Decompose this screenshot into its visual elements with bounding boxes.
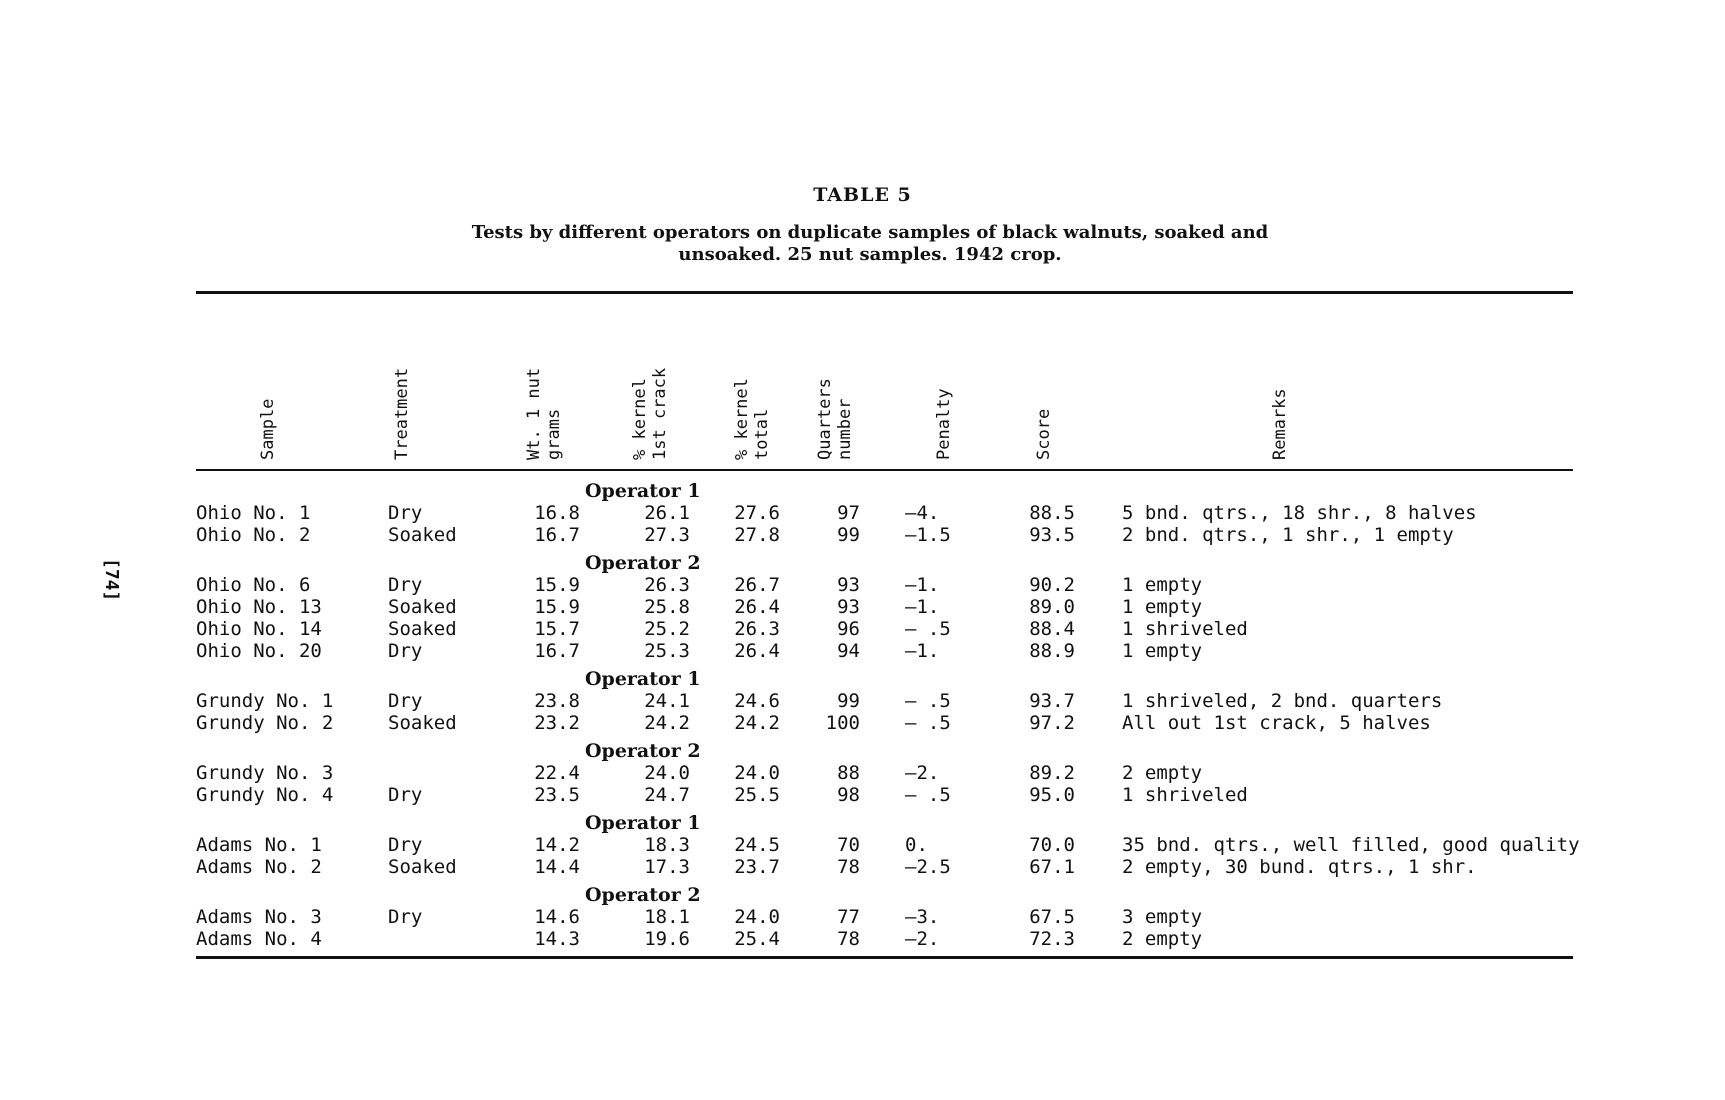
weight-cell: 14.2 (534, 834, 580, 856)
remarks-cell: 1 shriveled, 2 bnd. quarters (1122, 690, 1443, 712)
penalty-cell: — .5 (905, 618, 951, 640)
caption-line-1: Tests by different operators on duplicate samples of black walnuts, soaked and (471, 222, 1269, 243)
header-rule (196, 469, 1573, 471)
remarks-cell: 1 empty (1122, 596, 1203, 618)
score-cell: 67.1 (1029, 856, 1075, 878)
treatment-cell: Dry (388, 906, 423, 928)
sample-cell: Grundy No. 4 (196, 784, 334, 806)
remarks-cell: 1 shriveled (1122, 618, 1248, 640)
penalty-cell: —1. (905, 640, 940, 662)
sample-cell: Grundy No. 3 (196, 762, 334, 784)
remarks-cell: 1 empty (1122, 640, 1203, 662)
penalty-cell: —4. (905, 502, 940, 524)
remarks-cell: 1 shriveled (1122, 784, 1248, 806)
kernel-first-crack-cell: 17.3 (644, 856, 690, 878)
kernel-first-crack-cell: 25.3 (644, 640, 690, 662)
sample-cell: Adams No. 2 (196, 856, 322, 878)
quarters-cell: 77 (837, 906, 860, 928)
treatment-cell: Dry (388, 834, 423, 856)
penalty-cell: 0. (905, 834, 928, 856)
sample-cell: Adams No. 3 (196, 906, 322, 928)
penalty-cell: —3. (905, 906, 940, 928)
quarters-cell: 70 (837, 834, 860, 856)
score-cell: 70.0 (1029, 834, 1075, 856)
header-quarters: Quarters number (815, 378, 855, 460)
sample-cell: Ohio No. 20 (196, 640, 322, 662)
score-cell: 67.5 (1029, 906, 1075, 928)
weight-cell: 15.9 (534, 574, 580, 596)
treatment-cell: Dry (388, 690, 423, 712)
sample-cell: Ohio No. 14 (196, 618, 322, 640)
header-kernel-total: % kernel total (732, 378, 772, 460)
kernel-total-cell: 27.8 (734, 524, 780, 546)
weight-cell: 23.5 (534, 784, 580, 806)
kernel-total-cell: 24.2 (734, 712, 780, 734)
quarters-cell: 94 (837, 640, 860, 662)
operator-heading: Operator 1 (585, 480, 701, 502)
weight-cell: 22.4 (534, 762, 580, 784)
kernel-total-cell: 24.5 (734, 834, 780, 856)
treatment-cell: Dry (388, 574, 423, 596)
treatment-cell: Dry (388, 640, 423, 662)
quarters-cell: 93 (837, 574, 860, 596)
sample-cell: Grundy No. 1 (196, 690, 334, 712)
sample-cell: Ohio No. 2 (196, 524, 311, 546)
sample-cell: Ohio No. 1 (196, 502, 311, 524)
score-cell: 88.4 (1029, 618, 1075, 640)
quarters-cell: 88 (837, 762, 860, 784)
kernel-total-cell: 26.7 (734, 574, 780, 596)
penalty-cell: —2.5 (905, 856, 951, 878)
treatment-cell: Soaked (388, 856, 457, 878)
treatment-cell: Soaked (388, 712, 457, 734)
kernel-total-cell: 23.7 (734, 856, 780, 878)
penalty-cell: — .5 (905, 712, 951, 734)
kernel-first-crack-cell: 24.2 (644, 712, 690, 734)
remarks-cell: All out 1st crack, 5 halves (1122, 712, 1431, 734)
score-cell: 95.0 (1029, 784, 1075, 806)
remarks-cell: 35 bnd. qtrs., well filled, good quality (1122, 834, 1580, 856)
kernel-total-cell: 24.0 (734, 762, 780, 784)
weight-cell: 15.9 (534, 596, 580, 618)
kernel-first-crack-cell: 24.7 (644, 784, 690, 806)
remarks-cell: 3 empty (1122, 906, 1203, 928)
score-cell: 90.2 (1029, 574, 1075, 596)
sample-cell: Adams No. 1 (196, 834, 322, 856)
score-cell: 89.0 (1029, 596, 1075, 618)
score-cell: 72.3 (1029, 928, 1075, 950)
treatment-cell: Dry (388, 502, 423, 524)
remarks-cell: 2 bnd. qtrs., 1 shr., 1 empty (1122, 524, 1454, 546)
operator-heading: Operator 1 (585, 668, 701, 690)
kernel-first-crack-cell: 24.0 (644, 762, 690, 784)
penalty-cell: —2. (905, 928, 940, 950)
quarters-cell: 97 (837, 502, 860, 524)
kernel-first-crack-cell: 25.2 (644, 618, 690, 640)
page-number: [74] (101, 558, 122, 602)
kernel-total-cell: 26.3 (734, 618, 780, 640)
operator-heading: Operator 2 (585, 552, 701, 574)
treatment-cell: Dry (388, 784, 423, 806)
sample-cell: Ohio No. 13 (196, 596, 322, 618)
quarters-cell: 99 (837, 524, 860, 546)
kernel-total-cell: 26.4 (734, 640, 780, 662)
penalty-cell: —1. (905, 574, 940, 596)
score-cell: 88.5 (1029, 502, 1075, 524)
operator-heading: Operator 1 (585, 812, 701, 834)
caption-line-2: unsoaked. 25 nut samples. 1942 crop. (678, 244, 1062, 265)
quarters-cell: 99 (837, 690, 860, 712)
header-treatment: Treatment (392, 367, 412, 460)
operator-heading: Operator 2 (585, 740, 701, 762)
remarks-cell: 2 empty, 30 bund. qtrs., 1 shr. (1122, 856, 1477, 878)
quarters-cell: 78 (837, 928, 860, 950)
header-remarks: Remarks (1270, 388, 1290, 460)
kernel-first-crack-cell: 18.1 (644, 906, 690, 928)
weight-cell: 14.6 (534, 906, 580, 928)
kernel-first-crack-cell: 26.1 (644, 502, 690, 524)
weight-cell: 16.7 (534, 524, 580, 546)
quarters-cell: 96 (837, 618, 860, 640)
weight-cell: 14.3 (534, 928, 580, 950)
header-sample: Sample (258, 398, 278, 460)
score-cell: 88.9 (1029, 640, 1075, 662)
kernel-total-cell: 24.0 (734, 906, 780, 928)
kernel-total-cell: 24.6 (734, 690, 780, 712)
treatment-cell: Soaked (388, 596, 457, 618)
table-caption (420, 222, 1320, 266)
remarks-cell: 2 empty (1122, 928, 1203, 950)
operator-heading: Operator 2 (585, 884, 701, 906)
sample-cell: Grundy No. 2 (196, 712, 334, 734)
table-title: TABLE 5 (813, 184, 912, 206)
score-cell: 93.5 (1029, 524, 1075, 546)
kernel-first-crack-cell: 26.3 (644, 574, 690, 596)
penalty-cell: — .5 (905, 690, 951, 712)
kernel-total-cell: 27.6 (734, 502, 780, 524)
score-cell: 89.2 (1029, 762, 1075, 784)
weight-cell: 16.7 (534, 640, 580, 662)
score-cell: 93.7 (1029, 690, 1075, 712)
penalty-cell: — .5 (905, 784, 951, 806)
header-score: Score (1034, 408, 1054, 460)
weight-cell: 15.7 (534, 618, 580, 640)
weight-cell: 23.8 (534, 690, 580, 712)
bottom-rule (196, 956, 1573, 959)
weight-cell: 16.8 (534, 502, 580, 524)
kernel-total-cell: 25.4 (734, 928, 780, 950)
quarters-cell: 93 (837, 596, 860, 618)
treatment-cell: Soaked (388, 618, 457, 640)
kernel-first-crack-cell: 18.3 (644, 834, 690, 856)
remarks-cell: 5 bnd. qtrs., 18 shr., 8 halves (1122, 502, 1477, 524)
header-penalty: Penalty (934, 388, 954, 460)
penalty-cell: —2. (905, 762, 940, 784)
kernel-total-cell: 26.4 (734, 596, 780, 618)
score-cell: 97.2 (1029, 712, 1075, 734)
kernel-first-crack-cell: 24.1 (644, 690, 690, 712)
top-rule (196, 291, 1573, 294)
header-weight: Wt. 1 nut grams (524, 367, 564, 460)
treatment-cell: Soaked (388, 524, 457, 546)
kernel-total-cell: 25.5 (734, 784, 780, 806)
remarks-cell: 2 empty (1122, 762, 1203, 784)
penalty-cell: —1. (905, 596, 940, 618)
sample-cell: Ohio No. 6 (196, 574, 311, 596)
sample-cell: Adams No. 4 (196, 928, 322, 950)
quarters-cell: 100 (825, 712, 860, 734)
kernel-first-crack-cell: 27.3 (644, 524, 690, 546)
weight-cell: 14.4 (534, 856, 580, 878)
remarks-cell: 1 empty (1122, 574, 1203, 596)
weight-cell: 23.2 (534, 712, 580, 734)
header-kernel-first-crack: % kernel 1st crack (630, 367, 670, 460)
penalty-cell: —1.5 (905, 524, 951, 546)
quarters-cell: 98 (837, 784, 860, 806)
kernel-first-crack-cell: 25.8 (644, 596, 690, 618)
kernel-first-crack-cell: 19.6 (644, 928, 690, 950)
quarters-cell: 78 (837, 856, 860, 878)
